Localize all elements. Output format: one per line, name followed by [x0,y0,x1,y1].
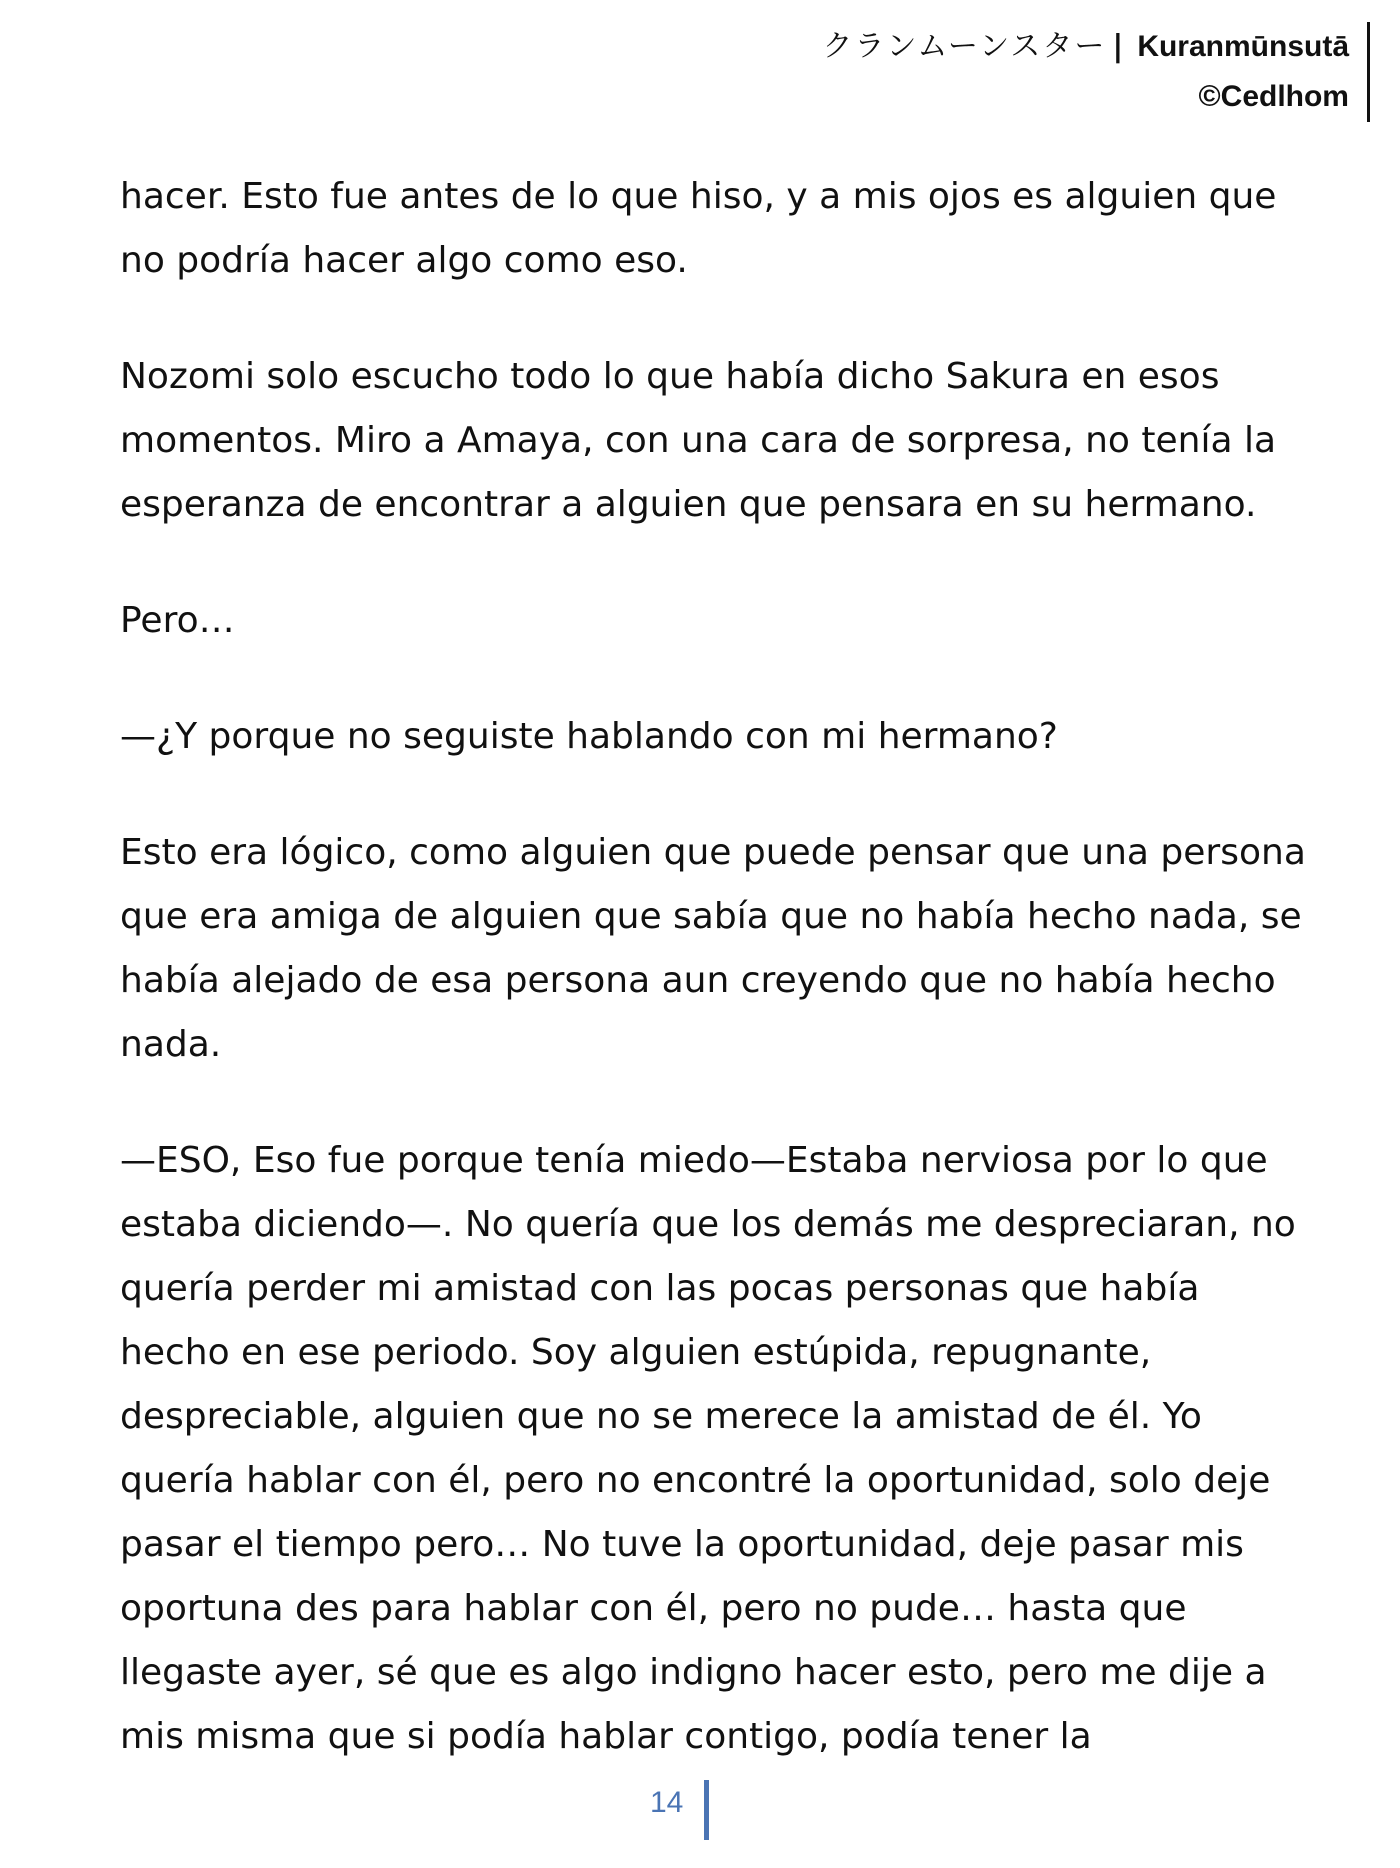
paragraph: Pero… [120,600,235,641]
paragraph: Esto era lógico, como alguien que puede pensar que una persona que era amiga de alguien que sabía que no había hecho nada, se había alejado de esa persona aun creyendo que no había hecho nada. [120,832,1306,1065]
page-number-divider [704,1780,709,1840]
header-title-line [823,22,1349,72]
header-title-romaji: Kuranmūnsutā [1137,30,1349,63]
paragraph: —ESO, Eso fue porque tenía miedo—Estaba nerviosa por lo que estaba diciendo—. No quería que los demás me despreciaran, no quería perder mi amistad con las pocas personas que había hecho en ese periodo. Soy alguien estúpida, repugnante, despreciable, alguien que no se merece la amistad de él. Yo quería hablar con él, pero no encontré la oportunidad, solo deje pasar el tiempo pero… No tuve la oportunidad, deje pasar mis oportuna des para hablar con él, pero no pude… hasta que llegaste ayer, sé que es algo indigno hacer esto, pero me dije a mis misma que si podía hablar contigo, podía tener la [120,1140,1296,1757]
header-title-japanese: クランムーンスター [822,29,1107,64]
body-text [120,165,1320,1769]
paragraph: Nozomi solo escucho todo lo que había dicho Sakura en esos momentos. Miro a Amaya, con una cara de sorpresa, no tenía la esperanza de encontrar a alguien que pensara en su hermano. [120,356,1277,525]
header-copyright: ©Cedlhom [1198,80,1349,113]
paragraph: —¿Y porque no seguiste hablando con mi hermano? [120,716,1058,757]
header-separator: | [1112,29,1124,64]
header-copyright-line [823,72,1349,122]
page-footer [0,1780,1400,1844]
paragraph: hacer. Esto fue antes de lo que hiso, y a mis ojos es alguien que no podría hacer algo como eso. [120,176,1277,281]
page-number: 14 [650,1786,684,1819]
page-header [823,22,1370,122]
